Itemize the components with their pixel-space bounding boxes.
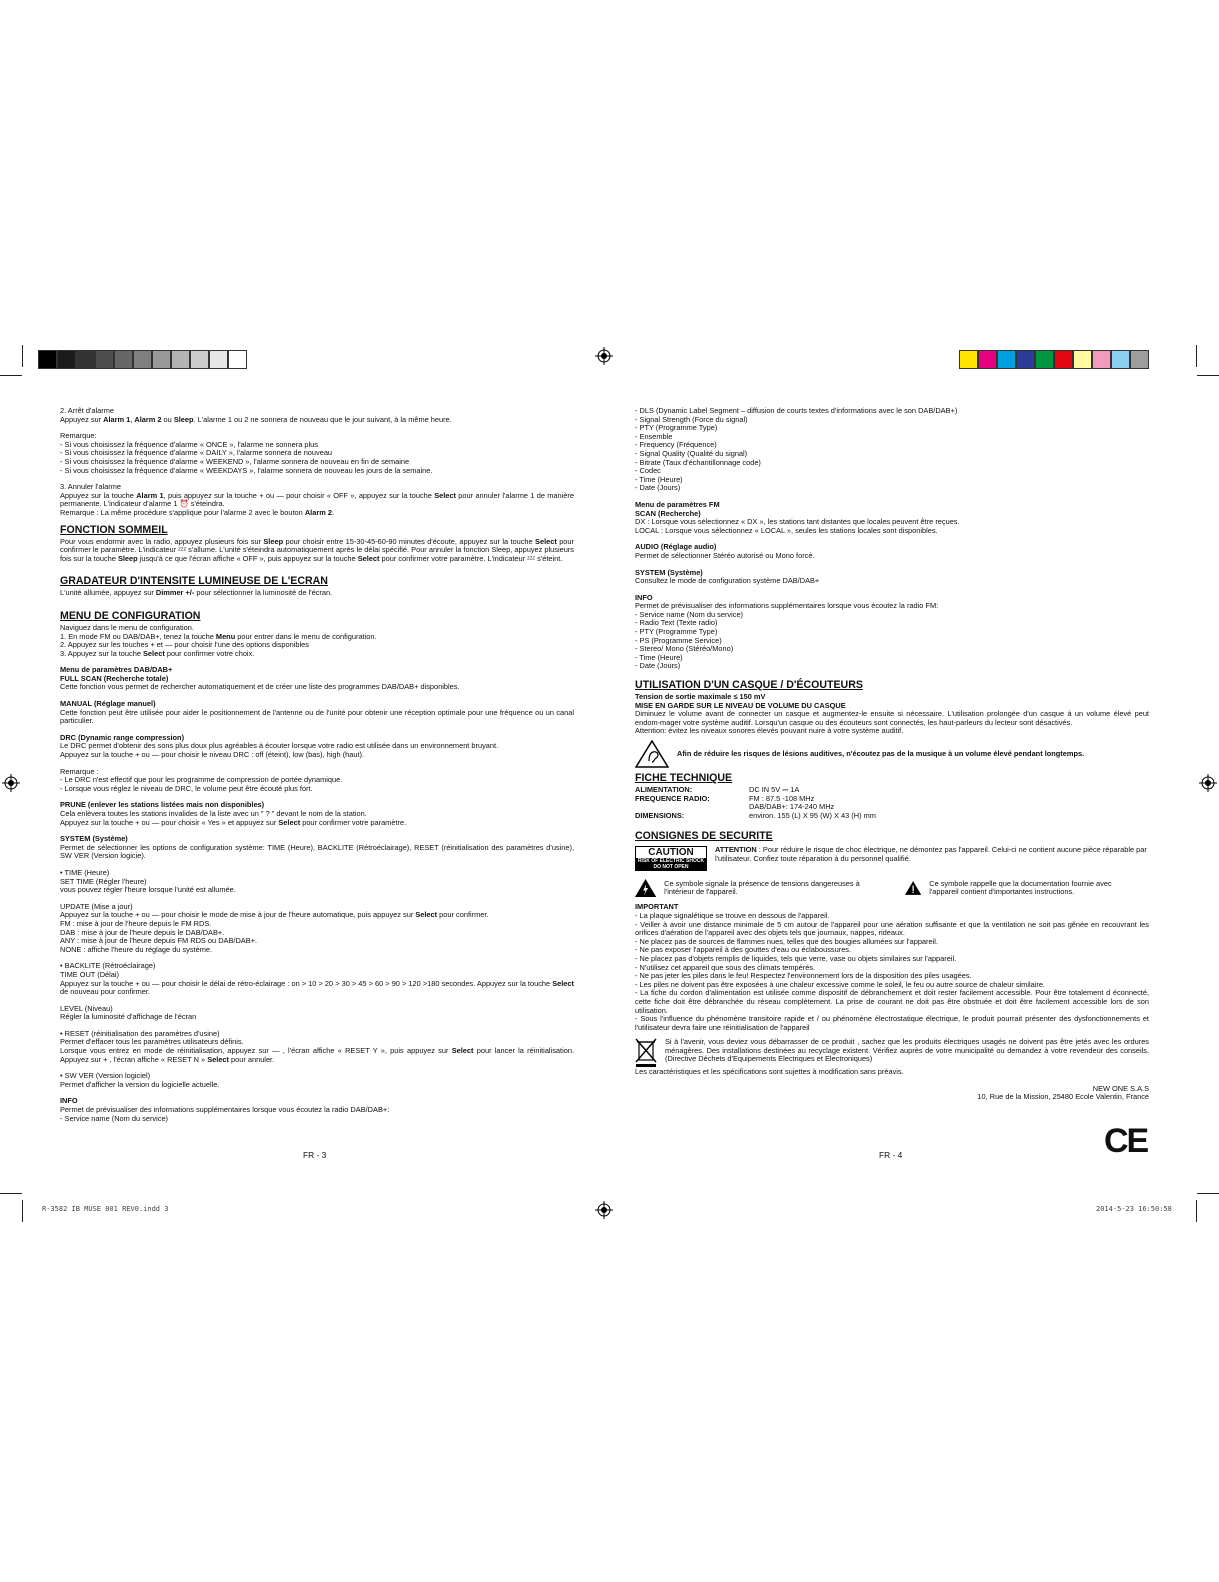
spec-power: ALIMENTATION: DC IN 5V ⎓ 1A [635, 785, 800, 794]
dab-info-item: - Signal Strength (Force du signal) [635, 414, 748, 424]
scan-local: LOCAL : Lorsque vous sélectionnez « LOCAL », seules les stations locales sont disponibles. [635, 525, 938, 535]
drc-remark-item: - Lorsque vous réglez le niveau de DRC, le volume peut être écouté plus fort. [60, 783, 313, 793]
color-swatch [95, 350, 114, 369]
dab-info-list [635, 407, 1149, 493]
audio-text: Permet de sélectionner Stéréo autorisé ou Mono forcé. [635, 550, 815, 560]
time-text: vous pouvez régler l'heure lorsque l'unité est allumée. [60, 885, 236, 895]
crop-mark [22, 1200, 23, 1222]
cancel-alarm-title: 3. Annuler l'alarme [60, 482, 121, 492]
scan-dx: DX : Lorsque vous sélectionnez « DX », les stations tant distantes que locales peuvent être reçues. [635, 517, 960, 527]
crop-mark [1197, 375, 1219, 376]
registration-mark-icon [595, 347, 613, 365]
symbol-row [635, 877, 1149, 899]
update-title: UPDATE (Mise a jour) [60, 901, 133, 911]
headphone-heading: UTILISATION D'UN CASQUE / D'ÉCOUTEURS [635, 679, 863, 692]
slug-date: 2014-5-23 16:50:58 [1096, 1205, 1172, 1213]
fullscan-title: FULL SCAN (Recherche totale) [60, 673, 169, 683]
prune-title: PRUNE (enlever les stations listées mais non disponibles) [60, 800, 265, 810]
caution-block [635, 846, 1149, 871]
voltage-symbol-block: Ce symbole signale la présence de tensions dangereuses à l'intérieur de l'appareil. [635, 877, 885, 899]
update-item: NONE : affiche l'heure du réglage du système. [60, 944, 213, 954]
crop-mark [1197, 1193, 1219, 1194]
reset-text: Lorsque vous entrez en mode de réinitialisation, appuyez sur — , l'écran affiche « RESET Y », puis appuyez sur Select pour lancer la réinitialisation. Appuyez sur + , l'écran affiche « RESET N » Select pour annuler. [60, 1046, 574, 1064]
fm-info-item: - Service name (Nom du service) [635, 609, 744, 619]
alarm-stop-text: Appuyez sur Alarm 1, Alarm 2 ou Sleep. L'alarme 1 ou 2 ne sonnera de nouveau que le jour suivant, à la même heure. [60, 414, 452, 424]
menu-step-1: 1. En mode FM ou DAB/DAB+, tenez la touche Menu pour entrer dans le menu de configuration. [60, 631, 377, 641]
menu-intro: Naviguez dans le menu de configuration. [60, 622, 194, 632]
fm-menu-title: Menu de paramètres FM [635, 499, 720, 509]
level-title: LEVEL (Niveau) [60, 1003, 113, 1013]
prune-text: Cela enlèvera toutes les stations invalides de la liste avec un " ? " devant le nom de la station. [60, 809, 367, 818]
headphone-warning-title: MISE EN GARDE SUR LE NIVEAU DE VOLUME DU CASQUE [635, 700, 846, 710]
dimmer-text: L'unité allumée, appuyez sur Dimmer +/- pour sélectionner la luminosité de l'écran. [60, 588, 333, 598]
swver-title: • SW VER (Version logiciel) [60, 1071, 151, 1081]
cancel-alarm-remark: Remarque : La même procédure s'applique pour l'alarme 2 avec le bouton Alarm 2. [60, 507, 334, 517]
left-page-content [60, 407, 574, 1123]
important-list [635, 912, 1149, 1032]
fm-info-list [635, 611, 1149, 671]
drc-remark-title: Remarque : [60, 766, 99, 776]
spec-radio-dab: DAB/DAB+: 174-240 MHz [749, 802, 835, 812]
important-item: - La fiche du cordon d'alimentation est utilisée comme dispositif de débranchement et doit rester facilement accessible. Pour être totalement d éconnecté, cette fiche doit être débranchée du réseau complètement. La prise de courant ne doit pas être obstruée et doit être facilement accessible lors de son utilisation. [635, 988, 1149, 1015]
exclamation-icon [905, 877, 921, 899]
info-text: Permet de prévisualiser des informations supplémentaires lorsque vous écoutez la radio FM: [635, 601, 939, 611]
dab-info-item: - DLS (Dynamic Label Segment – diffusion de courts textes d'informations avec le son DAB/DAB+) [635, 406, 958, 415]
company-name: NEW ONE S.A.S [1092, 1083, 1149, 1093]
system-title: SYSTEM (Système) [60, 834, 128, 844]
dab-info-item: - Date (Jours) [635, 483, 681, 493]
dab-menu-title: Menu de paramètres DAB/DAB+ [60, 665, 173, 675]
fm-info-item: - Radio Text (Texte radio) [635, 618, 718, 628]
fm-info-item: - Time (Heure) [635, 652, 683, 662]
info-title: INFO [60, 1096, 78, 1106]
manual-text: Cette fonction peut être utilisée pour aider le positionnement de l'antenne ou de l'unité pour obtenir une réception optimale pour une fréquence ou un canal particulier. [60, 707, 574, 726]
safety-heading: CONSIGNES DE SECURITE [635, 830, 773, 843]
right-page-content [635, 407, 1149, 1102]
info-text: Permet de prévisualiser des informations supplémentaires lorsque vous écoutez la radio DAB/DAB+: [60, 1105, 390, 1115]
alarm-stop-title: 2. Arrêt d'alarme [60, 406, 114, 415]
dab-info-item: - Bitrate (Taux d'échantillonnage code) [635, 457, 761, 467]
color-swatch [1035, 350, 1054, 369]
color-swatch [1054, 350, 1073, 369]
update-item: DAB : mise à jour de l'heure depuis le DAB/DAB+. [60, 927, 225, 937]
high-voltage-icon [635, 877, 656, 899]
drc-text: Le DRC permet d'obtenir des sons plus doux plus agréables à écouter lorsque votre radio est utilisée dans un environnement bruyant. [60, 741, 499, 751]
fm-info-item: - Date (Jours) [635, 661, 681, 671]
page-number: FR - 4 [879, 1150, 903, 1160]
system-title: SYSTEM (Système) [635, 567, 703, 577]
crop-mark [1196, 1200, 1197, 1222]
system-text: Consultez le mode de configuration système DAB/DAB+ [635, 576, 820, 586]
headphone-attention: Attention: évitez les niveaux sonores élevés pouvant nuire à votre système auditif. [635, 726, 904, 736]
color-swatch [209, 350, 228, 369]
drc-remark-item: - Le DRC n'est effectif que pour les programme de compression de portée dynamique. [60, 775, 343, 785]
sleep-heading: FONCTION SOMMEIL [60, 523, 168, 536]
remark-item: - Si vous choisissez la fréquence d'alarme « WEEKDAYS », l'alarme sonnera de nouveau les jours de la semaine. [60, 465, 433, 475]
color-swatch [133, 350, 152, 369]
dab-info-item: - PTY (Programme Type) [635, 423, 718, 433]
color-swatch [76, 350, 95, 369]
important-item: - Ne placez pas d'objets remplis de liquides, tels que verre, vase ou objets similaires sur l'appareil. [635, 953, 957, 963]
fullscan-text: Cette fonction vous permet de rechercher automatiquement et de créer une liste des programmes DAB/DAB+ disponibles. [60, 682, 460, 692]
fm-info-item: - PS (Programme Service) [635, 635, 722, 645]
important-item: - La plaque signalétique se trouve en dessous de l'appareil. [635, 910, 830, 920]
fm-info-item: - PTY (Programme Type) [635, 627, 718, 637]
fm-info-item: - Stereo/ Mono (Stéréo/Mono) [635, 644, 734, 654]
swver-text: Permet d'afficher la version du logicielle actuelle. [60, 1079, 220, 1089]
menu-step-3: 3. Appuyez sur la touche Select pour confirmer votre choix. [60, 648, 255, 658]
menu-step-2: 2. Appuyez sur les touches + et — pour choisir l'une des options disponibles [60, 640, 309, 650]
specs-notice: Les caractéristiques et les spécifications sont sujettes à modification sans préavis. [635, 1067, 904, 1077]
remark-item: - Si vous choisissez la fréquence d'alarme « WEEKEND », l'alarme sonnera de nouveau en fin de semaine [60, 456, 410, 466]
audio-title: AUDIO (Réglage audio) [635, 542, 717, 552]
system-text: Permet de sélectionner les options de configuration système: TIME (Heure), BACKLITE (Rétroéclairage), RESET (réinitialisation des paramètres d'usine), SW VER (Version logicie). [60, 842, 574, 861]
update-item: FM : mise à jour de l'heure depuis le FM RDS. [60, 918, 212, 928]
company-address: 10, Rue de la Mission, 25480 Ecole Valentin, France [977, 1092, 1149, 1102]
spec-dimensions: DIMENSIONS: environ. 155 (L) X 95 (W) X 43 (H) mm [635, 810, 876, 820]
level-text: Régler la luminosité d'affichage de l'écran [60, 1012, 197, 1022]
important-item: - Veiller à avoir une distance minimale de 5 cm autour de l'appareil pour une aération suffisante et que la ventilation ne soit pas gênée en recouvrant les orifices d'aération de l'appareil avec des objets tels que journaux, nappes, rideaux. [635, 919, 1149, 938]
backlite-text: Appuyez sur la touche + ou — pour choisir le délai de rétro-éclairage : on > 10 > 20 > 30 > 45 > 60 > 90 > 120 >180 secondes. Appuyez sur la touche Select de nouveau pour confirmer. [60, 978, 574, 997]
drc-text: Appuyez sur la touche + ou — pour choisir le niveau DRC : off (éteint), low (bas), high (haut). [60, 750, 365, 760]
slug-file: R-3582 IB MUSE 001 REV0.indd 3 [42, 1205, 169, 1213]
dab-info-item: - Time (Heure) [635, 474, 683, 484]
headphone-voltage: Tension de sortie maximale ≤ 150 mV [635, 692, 766, 702]
hearing-warning-icon [635, 740, 669, 768]
remark-title: Remarque: [60, 431, 97, 441]
crop-mark [0, 1193, 22, 1194]
registration-mark-icon [1199, 774, 1217, 792]
color-swatch [1111, 350, 1130, 369]
sleep-text: Pour vous endormir avec la radio, appuyez plusieurs fois sur Sleep pour choisir entre 15-30-45-60-90 minutes d'écoute, appuyez sur la touche Select pour confirmer le paramètre. L'indicateur ᶻᶻᶻ s'allume. L'unité s'éteindra automatiquement après le délai spécifié. Pour annuler la fonction Sleep, appuyez plusieurs fois sur la touche Sleep jusqu'à ce que l'écran affiche « OFF », puis appuyez sur la touche Select pour confirmer votre paramètre. L'indicateur ᶻᶻᶻ s'éteint. [60, 536, 574, 563]
remark-item: - Si vous choisissez la fréquence d'alarme « DAILY », l'alarme sonnera de nouveau [60, 448, 333, 458]
tech-heading: FICHE TECHNIQUE [635, 772, 733, 784]
registration-mark-icon [2, 774, 20, 792]
dab-info-item: - Frequency (Fréquence) [635, 440, 717, 450]
cancel-alarm-text: Appuyez sur la touche Alarm 1, puis appuyez sur la touche + ou — pour choisir « OFF », appuyez sur la touche Select pour annuler l'alarme 1 de manière permanente. L'indicateur d'alarme 1 ⏰ s'éteindra. [60, 490, 574, 509]
info-item: - Service name (Nom du service) [60, 1113, 169, 1123]
weee-block: Si à l'avenir, vous deviez vous débarrasser de ce produit , sachez que les produits électriques usagés ne doivent pas être jetés avec les ordures ménagères. Des installations destinées au recyclage existent. Vérifiez auprès de votre municipalité ou demandez à votre revendeur des conseils. (Directive Déchets d'Equipements Electriques et Electroniques) [635, 1038, 1149, 1068]
important-item: - Ne placez pas de sources de flammes nues, telles que des bougies allumées sur l'appareil. [635, 936, 938, 946]
color-swatch [171, 350, 190, 369]
color-swatch [114, 350, 133, 369]
ce-mark-icon: CE [1104, 1122, 1148, 1160]
caution-label: CAUTION RISK OF ELECTRIC SHOCK DO NOT OPEN [635, 846, 707, 871]
color-swatch [959, 350, 978, 369]
hearing-warning: Afin de réduire les risques de lésions auditives, n'écoutez pas de la musique à un volume élevé pendant longtemps. [635, 740, 1149, 768]
registration-mark-icon [595, 1201, 613, 1219]
manual-title: MANUAL (Réglage manuel) [60, 699, 156, 709]
color-swatch [1073, 350, 1092, 369]
important-item: - Ne pas exposer l'appareil à des gouttes d'eau ou éclaboussures. [635, 945, 852, 955]
remark-item: - Si vous choisissez la fréquence d'alarme « ONCE », l'alarme ne sonnera plus [60, 439, 318, 449]
backlite-sub: TIME OUT (Délai) [60, 969, 119, 979]
dimmer-heading: GRADATEUR D'INTENSITE LUMINEUSE DE L'ECRAN [60, 575, 328, 588]
color-swatch [57, 350, 76, 369]
important-item: - Les piles ne doivent pas être exposées à une chaleur excessive comme le soleil, le feu ou autre source de chaleur similaire. [635, 979, 1045, 989]
drc-title: DRC (Dynamic range compression) [60, 732, 185, 742]
color-swatch [997, 350, 1016, 369]
scan-title: SCAN (Recherche) [635, 508, 701, 518]
backlite-title: • BACKLITE (Rétroéclairage) [60, 961, 156, 971]
color-swatch [1092, 350, 1111, 369]
menu-heading: MENU DE CONFIGURATION [60, 609, 201, 622]
weee-bin-icon [635, 1038, 657, 1068]
spec-radio: FREQUENCE RADIO: FM : 87.5 -108 MHz [635, 793, 815, 803]
color-swatch [228, 350, 247, 369]
color-swatch [978, 350, 997, 369]
dab-info-item: - Signal Quality (Qualité du signal) [635, 448, 748, 458]
important-title: IMPORTANT [635, 902, 679, 912]
color-swatch [152, 350, 171, 369]
page-number: FR - 3 [303, 1150, 327, 1160]
attention-text: ATTENTION : Pour réduire le risque de choc électrique, ne démontez pas l'appareil. Celui-ci ne contient aucune pièce réparable par l'utilisateur. Confiez toute réparation à du personnel qualifié. [715, 845, 1147, 863]
dab-info-item: - Codec [635, 466, 661, 476]
important-item: - N'utilisez cet appareil que sous des climats tempérés. [635, 962, 816, 972]
crop-mark [22, 345, 23, 367]
important-item: - Ne pas jeter les piles dans le feu! Respectez l'environnement lors de la disposition des piles usagées. [635, 971, 972, 981]
info-title: INFO [635, 592, 653, 602]
time-title: • TIME (Heure) [60, 867, 110, 877]
update-text: Appuyez sur la touche + ou — pour choisir le mode de mise à jour de l'heure automatique, puis appuyez sur Select pour confirmer. [60, 910, 489, 920]
reset-text: Permet d'effacer tous les paramètres utilisateurs définis. [60, 1037, 244, 1047]
crop-mark [0, 375, 22, 376]
color-swatch [1016, 350, 1035, 369]
reset-title: • RESET (réinitialisation des paramètres d'usine) [60, 1028, 220, 1038]
update-item: ANY : mise à jour de l'heure depuis FM RDS ou DAB/DAB+. [60, 936, 258, 946]
important-item: - Sous l'influence du phénomène transitoire rapide et / ou phénomène électrostatique électrique, le produit pourrait présenter des dysfonctionnements et l'utilisateur devra faire une réinitialisation de l'appareil [635, 1014, 1149, 1032]
time-sub: SET TIME (Régler l'heure) [60, 876, 147, 886]
color-swatch [190, 350, 209, 369]
prune-text: Appuyez sur la touche + ou — pour choisir « Yes » et appuyez sur Select pour confirmer votre paramètre. [60, 817, 407, 827]
color-swatch [1130, 350, 1149, 369]
crop-mark [1196, 345, 1197, 367]
color-swatch [38, 350, 57, 369]
doc-symbol-block: Ce symbole rappelle que la documentation fournie avec l'appareil contient d'importantes instructions. [905, 877, 1135, 899]
dab-info-item: - Ensemble [635, 431, 673, 441]
headphone-text: Diminuez le volume avant de connecter un casque et augmentez-le ensuite si nécessaire. L'utilisation prolongée d'un casque à un volume élevé peut endom-mager votre système auditif. Lorsqu'un casque ou des écouteurs sont connectés, les haut-parleurs du lecteur sont désactivés. [635, 709, 1149, 727]
